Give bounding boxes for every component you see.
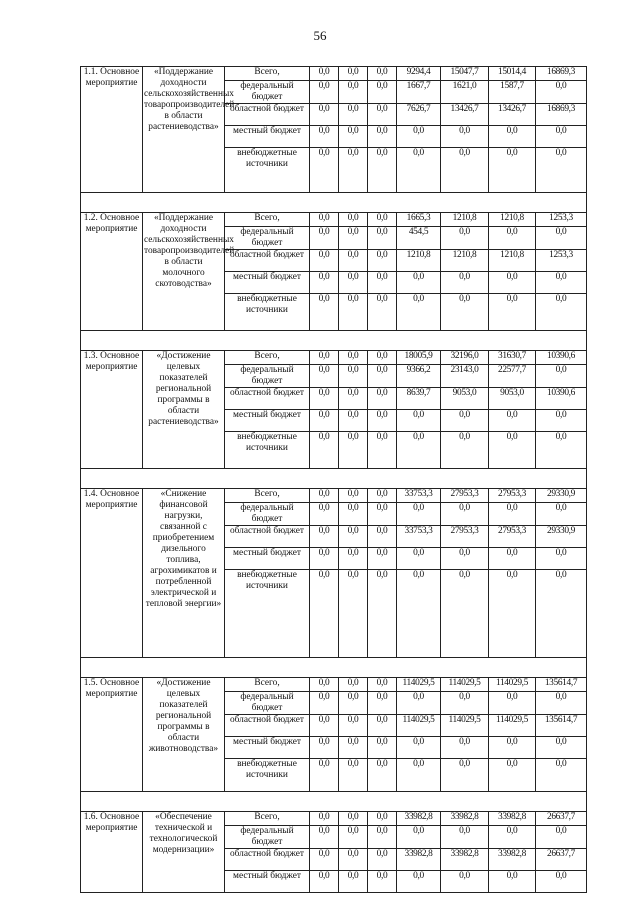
value-cell: 0,0 [310, 227, 339, 250]
value-cell: 0,0 [397, 294, 441, 331]
value-cell: 0,0 [339, 250, 368, 272]
value-cell: 0,0 [368, 812, 397, 826]
value-cell: 0,0 [339, 526, 368, 548]
funding-source: Всего, [225, 678, 310, 692]
value-cell: 0,0 [310, 548, 339, 570]
value-cell: 0,0 [339, 503, 368, 526]
value-cell: 0,0 [368, 227, 397, 250]
value-cell: 16869,3 [536, 67, 587, 81]
value-cell: 15047,7 [441, 67, 489, 81]
value-cell: 0,0 [441, 148, 489, 193]
value-cell: 0,0 [441, 871, 489, 893]
value-cell: 0,0 [489, 759, 536, 792]
value-cell: 0,0 [536, 503, 587, 526]
value-cell: 0,0 [368, 351, 397, 365]
value-cell: 0,0 [368, 692, 397, 715]
funding-source: внебюджетные источники [225, 294, 310, 331]
value-cell: 0,0 [310, 849, 339, 871]
value-cell: 0,0 [310, 678, 339, 692]
value-cell: 0,0 [310, 250, 339, 272]
value-cell: 33982,8 [441, 849, 489, 871]
funding-source: местный бюджет [225, 272, 310, 294]
funding-source: областной бюджет [225, 715, 310, 737]
value-cell: 0,0 [441, 548, 489, 570]
value-cell: 0,0 [441, 294, 489, 331]
activity-name: «Достижение целевых показателей региональной программы в области животноводства» [143, 678, 225, 792]
value-cell: 0,0 [368, 250, 397, 272]
funding-source: местный бюджет [225, 871, 310, 893]
spacer-cell [81, 658, 587, 678]
activity-number: 1.5. Основное мероприятие [81, 678, 143, 792]
value-cell: 1253,3 [536, 250, 587, 272]
value-cell: 0,0 [397, 570, 441, 658]
value-cell: 0,0 [339, 388, 368, 410]
value-cell: 454,5 [397, 227, 441, 250]
value-cell: 16869,3 [536, 104, 587, 126]
activity-name: «Снижение финансовой нагрузки, связанной с приобретением дизельного топлива, агрохимикатов и потребленной электрической и тепловой энергии» [143, 489, 225, 658]
value-cell: 0,0 [368, 871, 397, 893]
value-cell: 0,0 [397, 148, 441, 193]
value-cell: 0,0 [536, 410, 587, 432]
funding-source: областной бюджет [225, 250, 310, 272]
value-cell: 0,0 [339, 489, 368, 503]
value-cell: 0,0 [489, 227, 536, 250]
funding-source: Всего, [225, 489, 310, 503]
funding-source: областной бюджет [225, 849, 310, 871]
value-cell: 0,0 [536, 272, 587, 294]
value-cell: 0,0 [339, 678, 368, 692]
value-cell: 0,0 [368, 126, 397, 148]
value-cell: 0,0 [310, 67, 339, 81]
group-spacer [81, 331, 587, 351]
value-cell: 0,0 [339, 272, 368, 294]
funding-source: Всего, [225, 67, 310, 81]
value-cell: 33753,3 [397, 489, 441, 503]
value-cell: 0,0 [339, 570, 368, 658]
activity-number: 1.3. Основное мероприятие [81, 351, 143, 469]
table-row [81, 67, 587, 81]
value-cell: 0,0 [368, 849, 397, 871]
funding-source: местный бюджет [225, 548, 310, 570]
funding-source: федеральный бюджет [225, 826, 310, 849]
value-cell: 0,0 [368, 104, 397, 126]
spacer-cell [81, 331, 587, 351]
value-cell: 0,0 [397, 692, 441, 715]
value-cell: 0,0 [397, 548, 441, 570]
value-cell: 0,0 [339, 410, 368, 432]
value-cell: 0,0 [310, 126, 339, 148]
value-cell: 0,0 [310, 759, 339, 792]
value-cell: 0,0 [339, 67, 368, 81]
value-cell: 114029,5 [397, 715, 441, 737]
value-cell: 0,0 [536, 548, 587, 570]
value-cell: 0,0 [441, 126, 489, 148]
value-cell: 135614,7 [536, 678, 587, 692]
activity-name: «Поддержание доходности сельскохозяйственных товаропроизводителей в области молочного скотоводства» [143, 213, 225, 331]
value-cell: 0,0 [536, 126, 587, 148]
funding-source: областной бюджет [225, 104, 310, 126]
spacer-cell [81, 193, 587, 213]
value-cell: 22577,7 [489, 365, 536, 388]
value-cell: 0,0 [339, 432, 368, 469]
value-cell: 0,0 [339, 826, 368, 849]
funding-source: федеральный бюджет [225, 227, 310, 250]
funding-source: федеральный бюджет [225, 503, 310, 526]
value-cell: 0,0 [397, 272, 441, 294]
funding-source: внебюджетные источники [225, 759, 310, 792]
activity-name: «Достижение целевых показателей региональной программы в области растениеводства» [143, 351, 225, 469]
value-cell: 0,0 [441, 737, 489, 759]
group-spacer [81, 469, 587, 489]
value-cell: 0,0 [368, 81, 397, 104]
value-cell: 31630,7 [489, 351, 536, 365]
value-cell: 0,0 [489, 432, 536, 469]
value-cell: 1665,3 [397, 213, 441, 227]
value-cell: 0,0 [339, 812, 368, 826]
value-cell: 0,0 [310, 570, 339, 658]
value-cell: 0,0 [489, 126, 536, 148]
value-cell: 0,0 [339, 548, 368, 570]
value-cell: 0,0 [368, 432, 397, 469]
value-cell: 0,0 [397, 126, 441, 148]
value-cell: 0,0 [310, 410, 339, 432]
value-cell: 0,0 [339, 692, 368, 715]
value-cell: 0,0 [536, 148, 587, 193]
group-spacer [81, 658, 587, 678]
value-cell: 33982,8 [489, 812, 536, 826]
value-cell: 0,0 [339, 737, 368, 759]
value-cell: 0,0 [536, 871, 587, 893]
value-cell: 0,0 [339, 126, 368, 148]
value-cell: 0,0 [310, 692, 339, 715]
value-cell: 0,0 [368, 548, 397, 570]
value-cell: 0,0 [489, 737, 536, 759]
spacer-cell [81, 469, 587, 489]
value-cell: 0,0 [310, 826, 339, 849]
value-cell: 0,0 [310, 365, 339, 388]
value-cell: 27953,3 [489, 489, 536, 503]
funding-source: внебюджетные источники [225, 570, 310, 658]
value-cell: 0,0 [310, 489, 339, 503]
value-cell: 0,0 [339, 81, 368, 104]
value-cell: 0,0 [310, 388, 339, 410]
value-cell: 9053,0 [489, 388, 536, 410]
value-cell: 0,0 [397, 432, 441, 469]
value-cell: 0,0 [310, 148, 339, 193]
value-cell: 9053,0 [441, 388, 489, 410]
value-cell: 0,0 [310, 104, 339, 126]
value-cell: 0,0 [536, 692, 587, 715]
value-cell: 0,0 [310, 503, 339, 526]
value-cell: 1210,8 [441, 213, 489, 227]
value-cell: 0,0 [489, 692, 536, 715]
activity-number: 1.1. Основное мероприятие [81, 67, 143, 193]
value-cell: 114029,5 [489, 715, 536, 737]
funding-source: местный бюджет [225, 410, 310, 432]
value-cell: 8639,7 [397, 388, 441, 410]
table-row [81, 812, 587, 826]
value-cell: 0,0 [368, 678, 397, 692]
value-cell: 0,0 [489, 410, 536, 432]
value-cell: 0,0 [368, 294, 397, 331]
value-cell: 0,0 [489, 548, 536, 570]
value-cell: 0,0 [368, 737, 397, 759]
value-cell: 0,0 [368, 148, 397, 193]
value-cell: 0,0 [489, 503, 536, 526]
value-cell: 135614,7 [536, 715, 587, 737]
value-cell: 1210,8 [441, 250, 489, 272]
value-cell: 13426,7 [441, 104, 489, 126]
value-cell: 0,0 [339, 365, 368, 388]
value-cell: 13426,7 [489, 104, 536, 126]
value-cell: 0,0 [441, 410, 489, 432]
group-spacer [81, 792, 587, 812]
value-cell: 0,0 [441, 272, 489, 294]
value-cell: 1210,8 [489, 213, 536, 227]
value-cell: 27953,3 [441, 526, 489, 548]
value-cell: 0,0 [368, 410, 397, 432]
funding-source: Всего, [225, 351, 310, 365]
activity-number: 1.2. Основное мероприятие [81, 213, 143, 331]
value-cell: 0,0 [368, 388, 397, 410]
value-cell: 0,0 [368, 503, 397, 526]
funding-source: Всего, [225, 213, 310, 227]
value-cell: 0,0 [368, 526, 397, 548]
spacer-cell [81, 792, 587, 812]
value-cell: 114029,5 [441, 678, 489, 692]
value-cell: 0,0 [339, 213, 368, 227]
value-cell: 0,0 [536, 294, 587, 331]
value-cell: 1253,3 [536, 213, 587, 227]
value-cell: 1667,7 [397, 81, 441, 104]
group-spacer [81, 193, 587, 213]
value-cell: 26637,7 [536, 812, 587, 826]
value-cell: 0,0 [441, 759, 489, 792]
value-cell: 0,0 [441, 227, 489, 250]
value-cell: 18005,9 [397, 351, 441, 365]
value-cell: 32196,0 [441, 351, 489, 365]
table-row [81, 351, 587, 365]
value-cell: 0,0 [310, 351, 339, 365]
funding-source: федеральный бюджет [225, 365, 310, 388]
value-cell: 0,0 [339, 715, 368, 737]
value-cell: 33982,8 [397, 849, 441, 871]
value-cell: 0,0 [339, 871, 368, 893]
value-cell: 10390,6 [536, 351, 587, 365]
value-cell: 0,0 [489, 294, 536, 331]
value-cell: 29330,9 [536, 489, 587, 503]
value-cell: 0,0 [489, 148, 536, 193]
value-cell: 27953,3 [489, 526, 536, 548]
value-cell: 0,0 [339, 227, 368, 250]
value-cell: 0,0 [489, 871, 536, 893]
table-row [81, 213, 587, 227]
value-cell: 0,0 [368, 489, 397, 503]
value-cell: 0,0 [368, 759, 397, 792]
value-cell: 1621,0 [441, 81, 489, 104]
value-cell: 0,0 [339, 104, 368, 126]
value-cell: 0,0 [339, 849, 368, 871]
funding-source: внебюджетные источники [225, 432, 310, 469]
value-cell: 10390,6 [536, 388, 587, 410]
value-cell: 9294,4 [397, 67, 441, 81]
funding-source: федеральный бюджет [225, 81, 310, 104]
value-cell: 29330,9 [536, 526, 587, 548]
value-cell: 0,0 [441, 826, 489, 849]
value-cell: 23143,0 [441, 365, 489, 388]
value-cell: 0,0 [310, 737, 339, 759]
activity-number: 1.4. Основное мероприятие [81, 489, 143, 658]
value-cell: 0,0 [368, 826, 397, 849]
value-cell: 0,0 [310, 715, 339, 737]
funding-source: областной бюджет [225, 526, 310, 548]
value-cell: 0,0 [368, 213, 397, 227]
value-cell: 0,0 [368, 715, 397, 737]
value-cell: 1210,8 [489, 250, 536, 272]
value-cell: 0,0 [397, 410, 441, 432]
value-cell: 15014,4 [489, 67, 536, 81]
value-cell: 27953,3 [441, 489, 489, 503]
value-cell: 0,0 [536, 227, 587, 250]
value-cell: 0,0 [536, 570, 587, 658]
value-cell: 1210,8 [397, 250, 441, 272]
funding-source: областной бюджет [225, 388, 310, 410]
value-cell: 0,0 [536, 81, 587, 104]
funding-source: Всего, [225, 812, 310, 826]
value-cell: 0,0 [536, 759, 587, 792]
value-cell: 114029,5 [489, 678, 536, 692]
activity-name: «Обеспечение технической и технологической модернизации» [143, 812, 225, 893]
budget-table [80, 66, 587, 893]
value-cell: 0,0 [310, 272, 339, 294]
value-cell: 33982,8 [489, 849, 536, 871]
value-cell: 0,0 [397, 737, 441, 759]
value-cell: 0,0 [536, 365, 587, 388]
value-cell: 0,0 [339, 148, 368, 193]
value-cell: 26637,7 [536, 849, 587, 871]
funding-source: местный бюджет [225, 126, 310, 148]
value-cell: 0,0 [339, 759, 368, 792]
value-cell: 0,0 [489, 570, 536, 658]
value-cell: 0,0 [368, 570, 397, 658]
value-cell: 0,0 [310, 294, 339, 331]
value-cell: 1587,7 [489, 81, 536, 104]
value-cell: 0,0 [397, 826, 441, 849]
value-cell: 0,0 [339, 351, 368, 365]
value-cell: 0,0 [397, 871, 441, 893]
funding-source: местный бюджет [225, 737, 310, 759]
value-cell: 0,0 [536, 432, 587, 469]
value-cell: 0,0 [489, 826, 536, 849]
value-cell: 0,0 [310, 213, 339, 227]
value-cell: 0,0 [368, 365, 397, 388]
value-cell: 0,0 [310, 432, 339, 469]
activity-name: «Поддержание доходности сельскохозяйственных товаропроизводителей в области растениеводства» [143, 67, 225, 193]
value-cell: 0,0 [339, 294, 368, 331]
value-cell: 0,0 [310, 812, 339, 826]
value-cell: 0,0 [441, 692, 489, 715]
value-cell: 114029,5 [441, 715, 489, 737]
value-cell: 0,0 [397, 503, 441, 526]
table-row [81, 678, 587, 692]
value-cell: 0,0 [536, 737, 587, 759]
table-row [81, 489, 587, 503]
funding-source: внебюджетные источники [225, 148, 310, 193]
value-cell: 0,0 [441, 503, 489, 526]
value-cell: 0,0 [441, 432, 489, 469]
funding-source: федеральный бюджет [225, 692, 310, 715]
value-cell: 0,0 [310, 871, 339, 893]
value-cell: 9366,2 [397, 365, 441, 388]
value-cell: 0,0 [310, 81, 339, 104]
value-cell: 33753,3 [397, 526, 441, 548]
value-cell: 0,0 [441, 570, 489, 658]
value-cell: 7626,7 [397, 104, 441, 126]
value-cell: 114029,5 [397, 678, 441, 692]
activity-number: 1.6. Основное мероприятие [81, 812, 143, 893]
value-cell: 0,0 [397, 759, 441, 792]
value-cell: 0,0 [368, 67, 397, 81]
page-number: 56 [313, 28, 327, 43]
value-cell: 0,0 [489, 272, 536, 294]
value-cell: 0,0 [310, 526, 339, 548]
value-cell: 0,0 [368, 272, 397, 294]
value-cell: 33982,8 [397, 812, 441, 826]
value-cell: 0,0 [536, 826, 587, 849]
value-cell: 33982,8 [441, 812, 489, 826]
